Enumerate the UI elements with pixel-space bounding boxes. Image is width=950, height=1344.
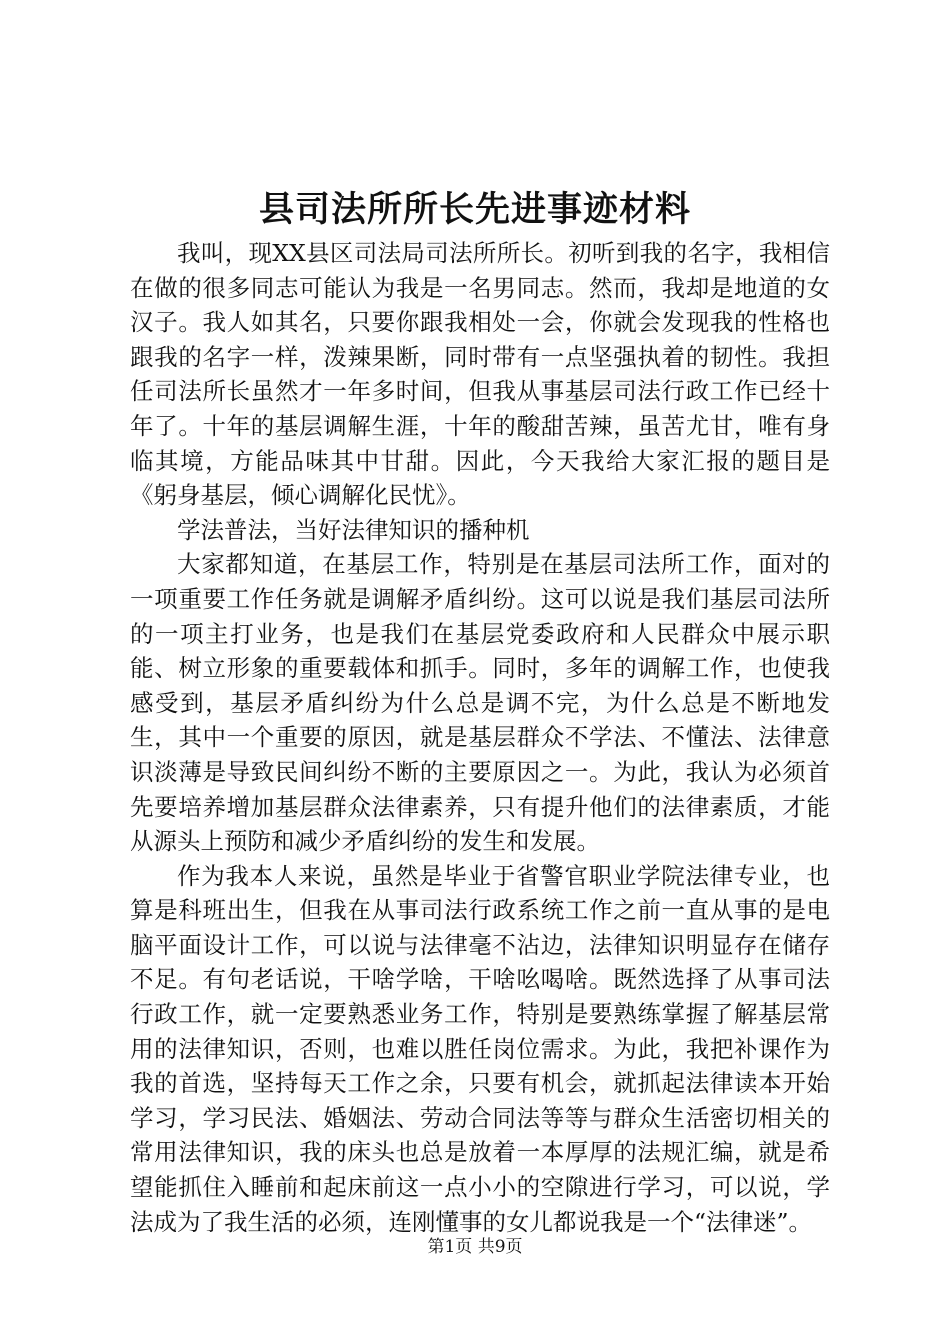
document-body [130,236,830,1239]
document-title: 县司法所所长先进事迹材料 [258,190,691,230]
intro-paragraph: 我叫，现XX县区司法局司法所所长。初听到我的名字，我相信在做的很多同志可能认为我是一名男同志。然而，我却是地道的女汉子。我人如其名，只要你跟我相处一会，你就会发现我的性格也跟我的名字一样，泼辣果断，同时带有一点坚强执着的韧性。我担任司法所长虽然才一年多时间，但我从事基层司法行政工作已经十年了。十年的基层调解生涯，十年的酸甜苦辣，虽苦尤甘，唯有身临其境，方能品味其中甘甜。因此，今天我给大家汇报的题目是《躬身基层，倾心调解化民忧》。 [130,239,830,510]
section-heading: 学法普法，当好法律知识的播种机 [177,515,530,544]
page-number-footer: 第1页 共9页 [427,1237,523,1257]
body-paragraph: 大家都知道，在基层工作，特别是在基层司法所工作，面对的一项重要工作任务就是调解矛盾纠纷。这可以说是我们基层司法所的一项主打业务，也是我们在基层党委政府和人民群众中展示职能、树立形象的重要载体和抓手。同时，多年的调解工作，也使我感受到，基层矛盾纠纷为什么总是调不完，为什么总是不断地发生，其中一个重要的原因，就是基层群众不学法、不懂法、法律意识淡薄是导致民间纠纷不断的主要原因之一。为此，我认为必须首先要培养增加基层群众法律素养，只有提升他们的法律素质，才能从源头上预防和减少矛盾纠纷的发生和发展。 [130,550,830,856]
body-paragraph: 作为我本人来说，虽然是毕业于省警官职业学院法律专业，也算是科班出生，但我在从事司法行政系统工作之前一直从事的是电脑平面设计工作，可以说与法律毫不沾边，法律知识明显存在储存不足。有句老话说，干啥学啥，干啥吆喝啥。既然选择了从事司法行政工作，就一定要熟悉业务工作，特别是要熟练掌握了解基层常用的法律知识，否则，也难以胜任岗位需求。为此，我把补课作为我的首选，坚持每天工作之余，只要有机会，就抓起法律读本开始学习，学习民法、婚姻法、劳动合同法等等与群众生活密切相关的常用法律知识，我的床头也总是放着一本厚厚的法规汇编，就是希望能抓住入睡前和起床前这一点小小的空隙进行学习，可以说，学法成为了我生活的必须，连刚懂事的女儿都说我是一个“法律迷”。 [130,861,830,1236]
